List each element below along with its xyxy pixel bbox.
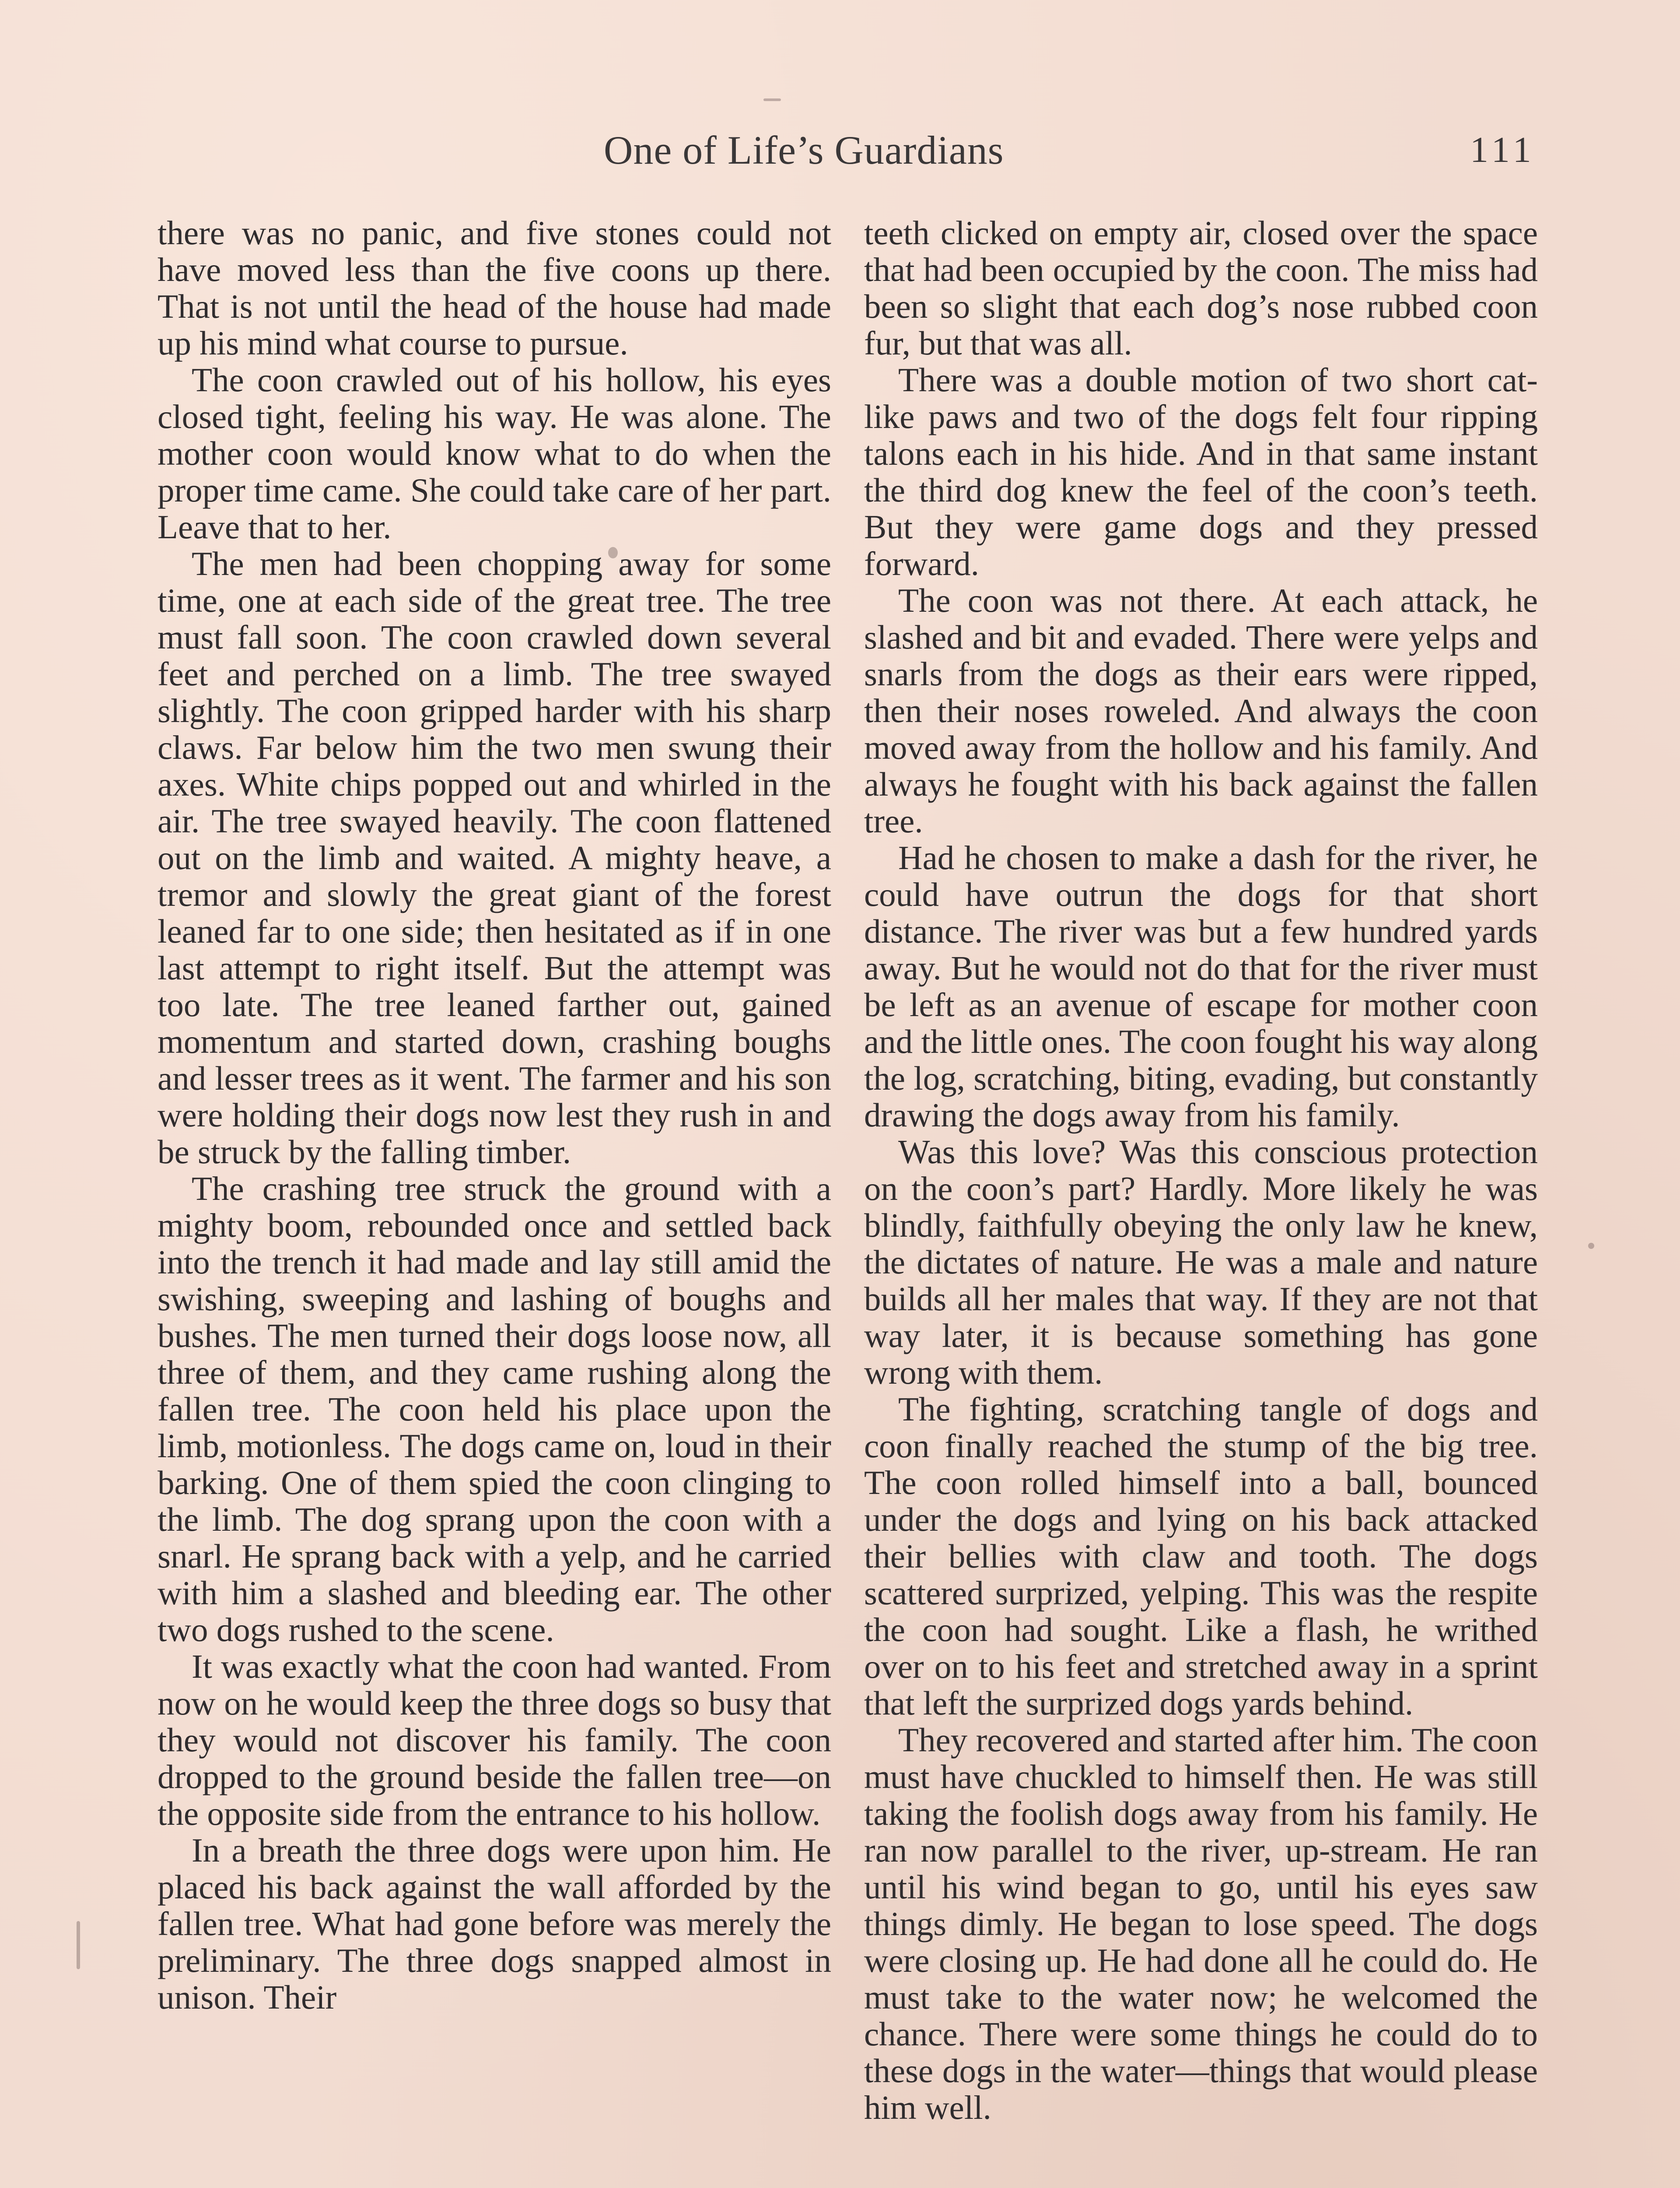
paper-speck <box>608 547 618 558</box>
paragraph: There was a double motion of two short cat-like paws and two of the dogs felt four ripping talons each in his hide. And in that same instant the third dog knew the feel of the coon’s teeth. But they were game dogs and they pressed forward. <box>864 361 1538 582</box>
left-column <box>158 214 831 2016</box>
paragraph: The coon crawled out of his hollow, his eyes closed tight, feeling his way. He was alone. The mother coon would know what to do when the proper time came. She could take care of her part. Leave that to her. <box>158 361 831 546</box>
paragraph: In a breath the three dogs were upon him. He placed his back against the wall afforded by the fallen tree. What had gone before was merely the preliminary. The three dogs snapped almost in unison. Their <box>158 1831 831 2016</box>
paragraph: Had he chosen to make a dash for the river, he could have outrun the dogs for that short distance. The river was but a few hundred yards away. But he would not do that for the river must be left as an avenue of escape for mother coon and the little ones. The coon fought his way along the log, scratching, biting, evading, but constantly drawing the dogs away from his family. <box>864 839 1538 1134</box>
paragraph: The crashing tree struck the ground with a mighty boom, rebounded once and settled back into the trench it had made and lay still amid the swishing, sweeping and lashing of boughs and bushes. The men turned their dogs loose now, all three of them, and they came rushing along the fallen tree. The coon held his place upon the limb, motionless. The dogs came on, loud in their barking. One of them spied the coon clinging to the limb. The dog sprang upon the coon with a snarl. He sprang back with a yelp, and he carried with him a slashed and bleeding ear. The other two dogs rushed to the scene. <box>158 1170 831 1648</box>
right-column <box>864 214 1538 2126</box>
paper-speck <box>1588 1243 1594 1249</box>
paper-speck <box>77 1921 80 1969</box>
running-title: One of Life’s Guardians <box>604 128 1004 172</box>
page-number: 111 <box>1470 130 1536 170</box>
paragraph: Was this love? Was this conscious protection on the coon’s part? Hardly. More likely he was blindly, faithfully obeying the only law he knew, the dictates of nature. He was a male and nature builds all her males that way. If they are not that way later, it is because something has gone wrong with them. <box>864 1133 1538 1391</box>
paragraph: They recovered and started after him. The coon must have chuckled to himself then. He was still taking the foolish dogs away from his family. He ran now parallel to the river, up-stream. He ran until his wind began to go, until his eyes saw things dimly. He began to lose speed. The dogs were closing up. He had done all he could do. He must take to the water now; he welcomed the chance. There were some things he could do to these dogs in the water—things that would please him well. <box>864 1721 1538 2126</box>
paragraph: The men had been chopping away for some time, one at each side of the great tree. The tree must fall soon. The coon crawled down several feet and perched on a limb. The tree swayed slightly. The coon gripped harder with his sharp claws. Far below him the two men swung their axes. White chips popped out and whirled in the air. The tree swayed heavily. The coon flattened out on the limb and waited. A mighty heave, a tremor and slowly the great giant of the forest leaned far to one side; then hesitated as if in one last attempt to right itself. But the attempt was too late. The tree leaned farther out, gained momentum and started down, crashing boughs and lesser trees as it went. The farmer and his son were holding their dogs now lest they rush in and be struck by the falling timber. <box>158 545 831 1171</box>
paragraph: It was exactly what the coon had wanted. From now on he would keep the three dogs so busy that they would not discover his family. The coon dropped to the ground beside the fallen tree—on the opposite side from the entrance to his hollow. <box>158 1648 831 1832</box>
paragraph: The coon was not there. At each attack, he slashed and bit and evaded. There were yelps and snarls from the dogs as their ears were ripped, then their noses roweled. And always the coon moved away from the hollow and his family. And always he fought with his back against the fallen tree. <box>864 582 1538 840</box>
paragraph: teeth clicked on empty air, closed over the space that had been occupied by the coon. The miss had been so slight that each dog’s nose rubbed coon fur, but that was all. <box>864 214 1538 362</box>
page-header <box>0 127 1680 184</box>
paragraph: there was no panic, and five stones could not have moved less than the five coons up there. That is not until the head of the house had made up his mind what course to pursue. <box>158 214 831 362</box>
paper-speck <box>763 98 781 101</box>
paragraph: The fighting, scratching tangle of dogs and coon finally reached the stump of the big tree. The coon rolled himself into a ball, bounced under the dogs and lying on his back attacked their bellies with claw and tooth. The dogs scattered surprized, yelping. This was the respite the coon had sought. Like a flash, he writhed over on to his feet and stretched away in a sprint that left the surprized dogs yards behind. <box>864 1390 1538 1722</box>
